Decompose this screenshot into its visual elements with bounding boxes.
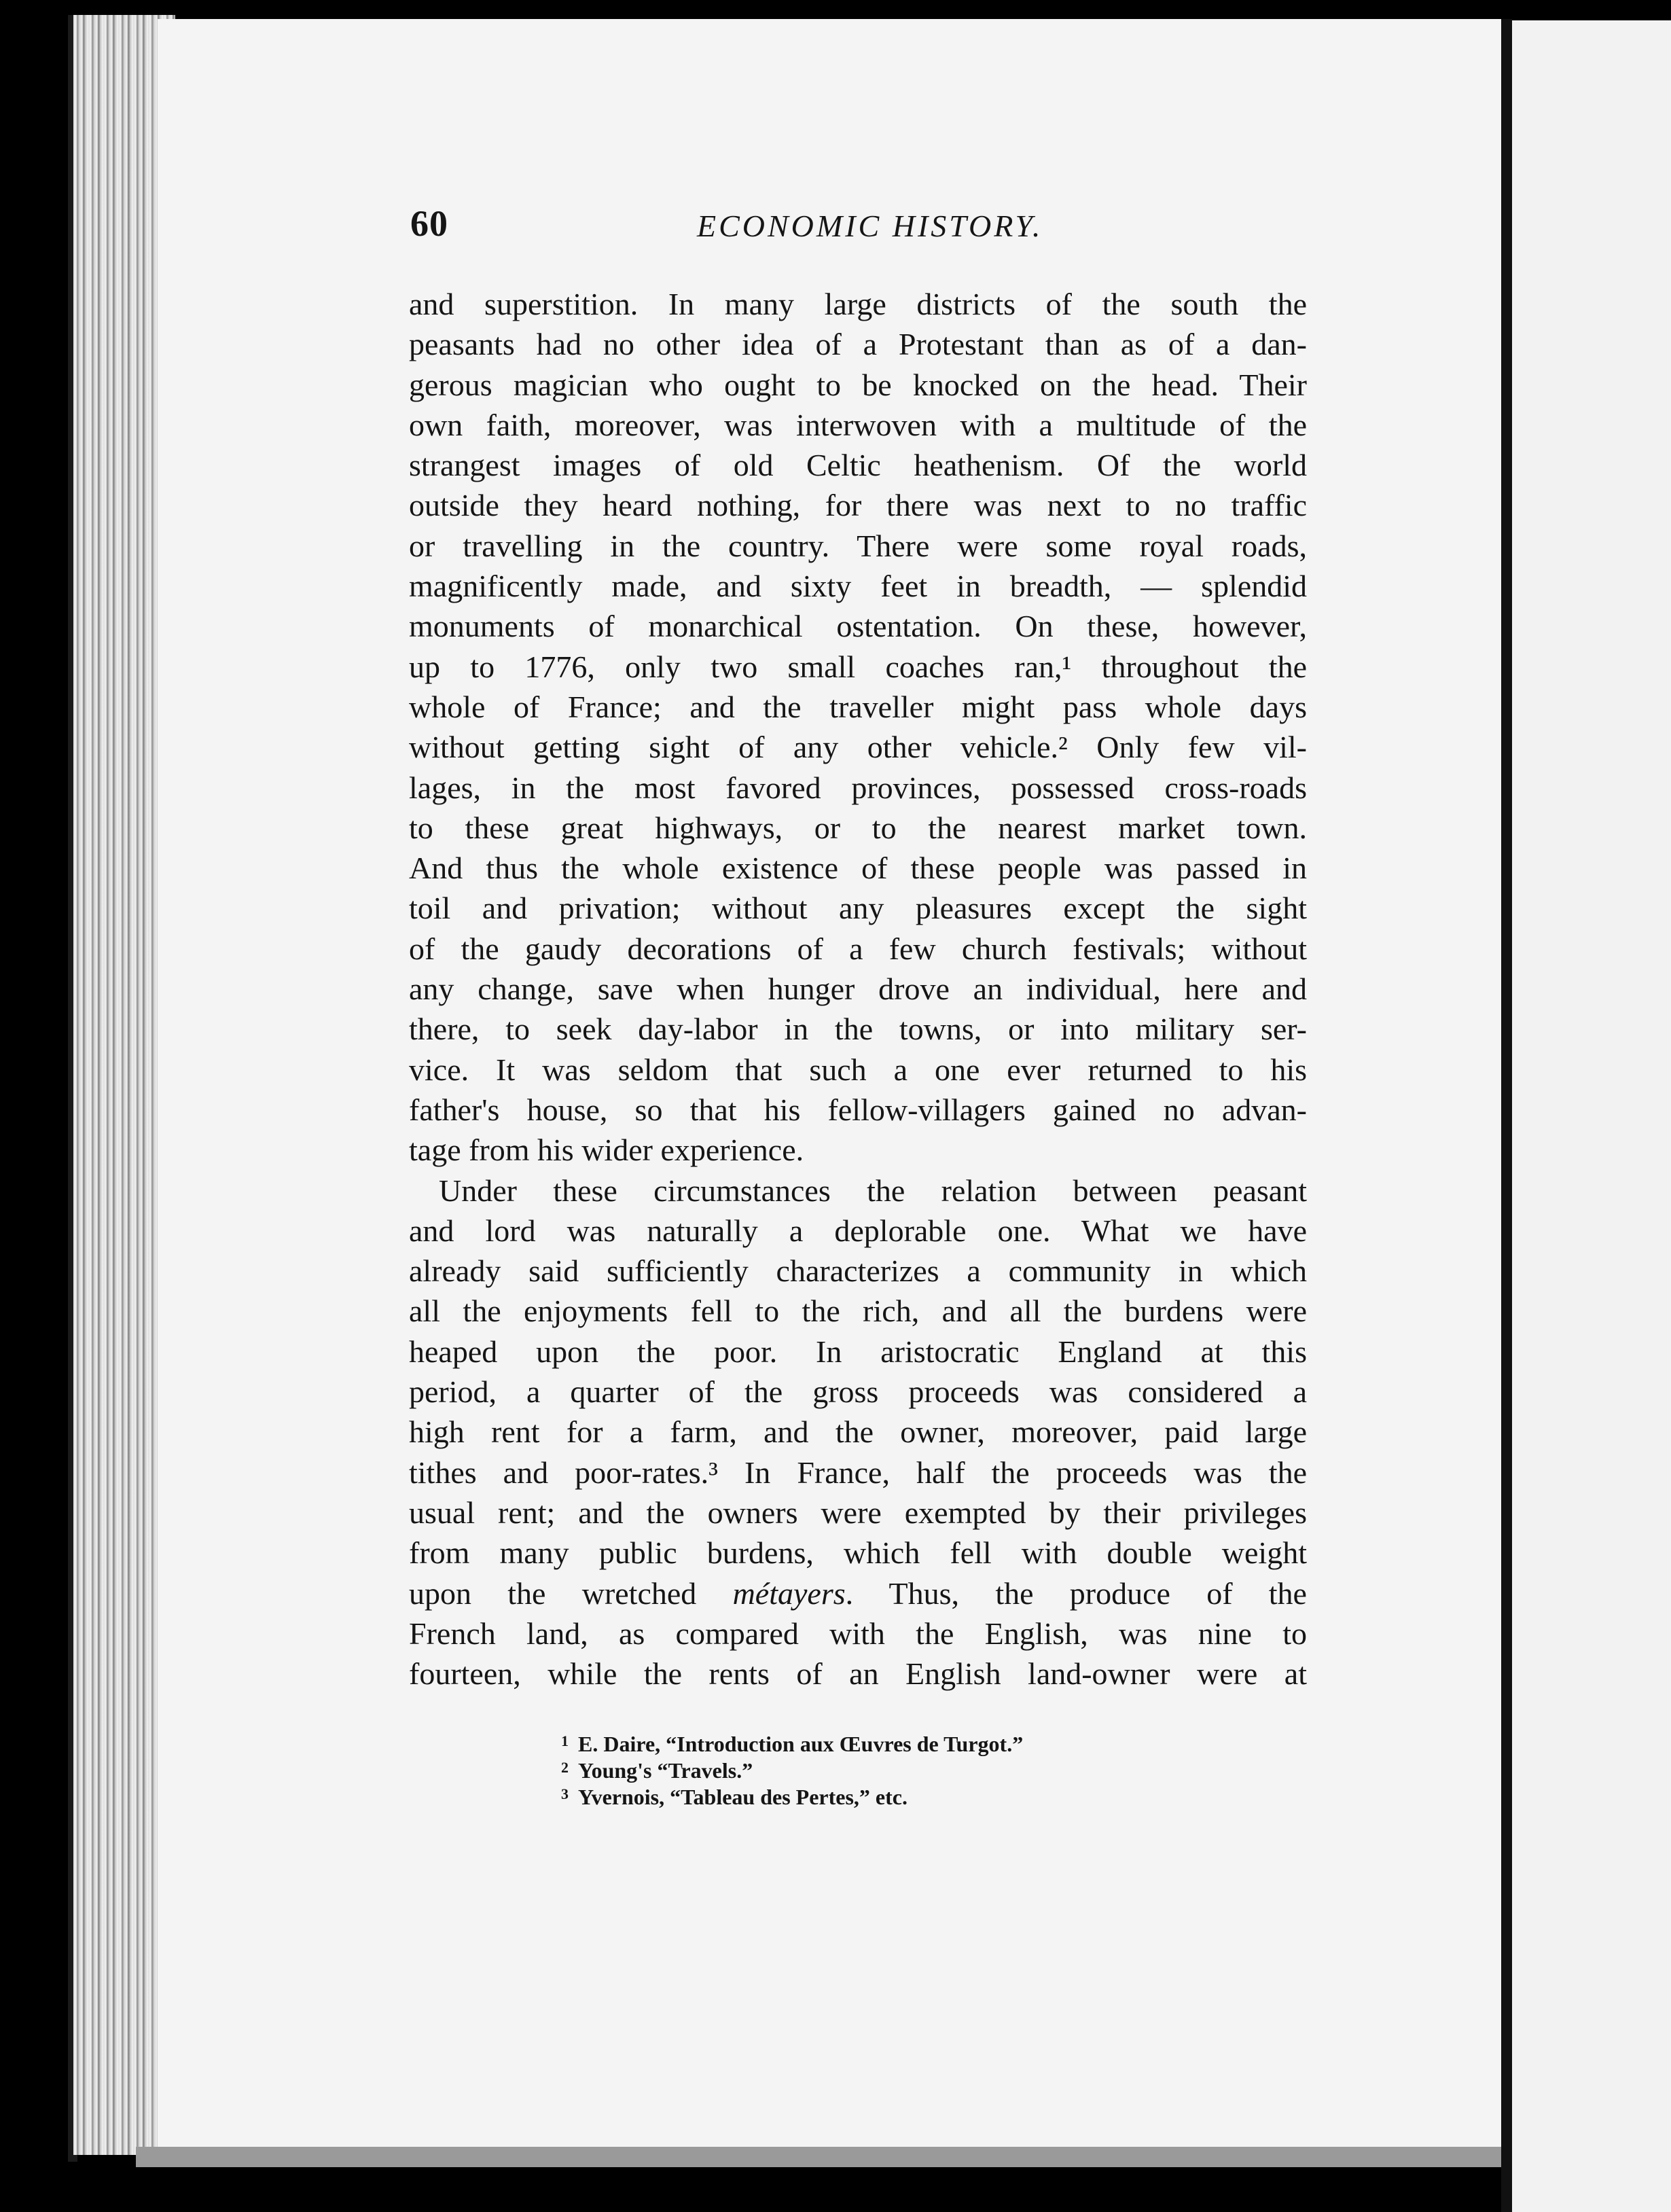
footnote-marker: 2 [561,1759,569,1776]
page-bottom-edge [136,2147,1501,2167]
footnote-marker: 3 [561,1785,569,1802]
footnote-text: Young's “Travels.” [578,1758,753,1783]
text-line: strangest images of old Celtic heathenism. Of the world [409,448,1307,483]
text-line: monuments of monarchical ostentation. On these, however, [409,609,1307,644]
text-line: or travelling in the country. There were some royal roads, [409,528,1307,563]
text-line: And thus the whole existence of these people was passed in [409,851,1307,886]
text-line: gerous magician who ought to be knocked on the head. Their [409,367,1307,402]
text-line: own faith, moreover, was interwoven with a multitude of the [409,407,1307,442]
footnote [561,1758,1240,1784]
text-line: peasants had no other idea of a Protestant than as of a dan- [409,327,1307,362]
footnote-text: E. Daire, “Introduction aux Œuvres de Turgot.” [578,1732,1024,1756]
page-number: 60 [410,203,448,244]
page-gutter [1501,19,1512,2212]
text-line: all the enjoyments fell to the rich, and all the burdens were [409,1294,1307,1329]
text-line: usual rent; and the owners were exempted by their privileges [409,1495,1307,1530]
text-line: to these great highways, or to the nearest market town. [409,810,1307,845]
text-line: upon the wretched métayers. Thus, the produce of the [409,1575,1307,1611]
italic-term: métayers [732,1575,846,1611]
text-line: magnificently made, and sixty feet in breadth, — splendid [409,569,1307,604]
text-line: period, a quarter of the gross proceeds was considered a [409,1374,1307,1410]
footnote-text: Yvernois, “Tableau des Pertes,” etc. [578,1785,908,1809]
text-line: tithes and poor-rates.³ In France, half the proceeds was the [409,1455,1307,1490]
text-line: whole of France; and the traveller might pass whole days [409,689,1307,724]
text-line: fourteen, while the rents of an English land-owner were at [409,1656,1307,1692]
text-line: from many public burdens, which fell with double weight [409,1535,1307,1571]
text-line: without getting sight of any other vehicle.² Only few vil- [409,730,1307,765]
text-line: and superstition. In many large districts of the south the [409,287,1307,321]
footnote [561,1784,1240,1810]
text-line: heaped upon the poor. In aristocratic England at this [409,1334,1307,1369]
footnote-marker: 1 [561,1732,569,1749]
text-line: father's house, so that his fellow-villagers gained no advan- [409,1092,1307,1127]
text-line: French land, as compared with the English, was nine to [409,1616,1307,1651]
text-line: there, to seek day-labor in the towns, or into military ser- [409,1012,1307,1047]
footnotes [561,1731,1240,1810]
text-line: toil and privation; without any pleasures except the sight [409,891,1307,926]
text-line: vice. It was seldom that such a one ever returned to his [409,1052,1307,1087]
text-line: lages, in the most favored provinces, possessed cross-roads [409,770,1307,805]
running-head: ECONOMIC HISTORY. [697,209,1043,243]
body-text [409,284,1307,1694]
text-line: already said sufficiently characterizes a community in which [409,1253,1307,1289]
text-line: outside they heard nothing, for there was next to no traffic [409,488,1307,523]
text-line: up to 1776, only two small coaches ran,¹ throughout the [409,649,1307,684]
text-line: high rent for a farm, and the owner, moreover, paid large [409,1414,1307,1450]
text-line: and lord was naturally a deplorable one. What we have [409,1213,1307,1248]
text-line: any change, save when hunger drove an individual, here and [409,971,1307,1007]
text-line: Under these circumstances the relation between peasant [439,1173,1307,1208]
facing-page-edge [1512,20,1671,2212]
text-line: tage from his wider experience. [409,1132,804,1168]
text-line: of the gaudy decorations of a few church festivals; without [409,931,1307,966]
footnote [561,1731,1240,1758]
